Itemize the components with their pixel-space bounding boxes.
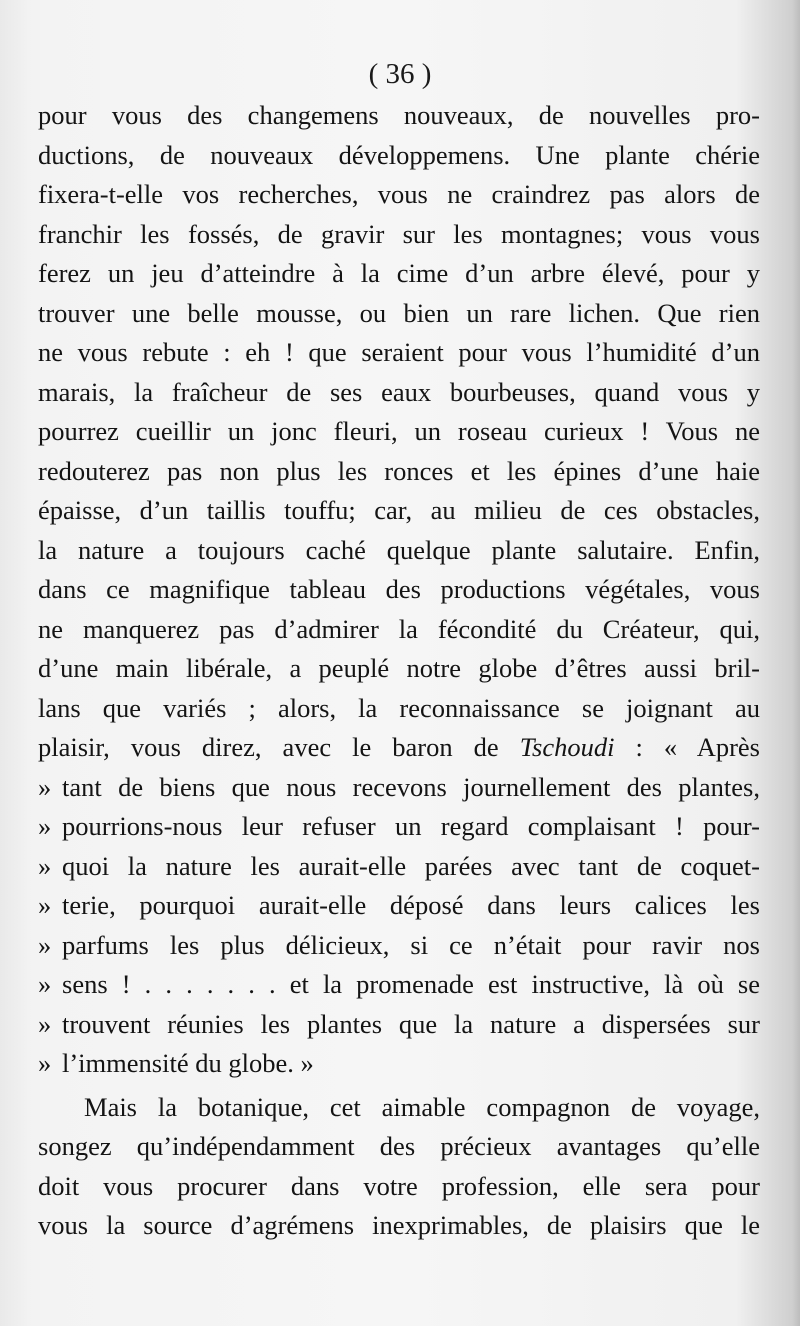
- tschoudi-line-before: plaisir, vous direz, avec le baron de: [38, 732, 520, 762]
- text-line: marais, la fraîcheur de ses eaux bourbeuses, quand vous y: [38, 376, 760, 407]
- text-line: ne manquerez pas d’admirer la fécondité du Créateur, qui,: [38, 613, 760, 644]
- quote-mark: »: [38, 929, 52, 960]
- quote-text: l’immensité du globe. »: [62, 1048, 314, 1078]
- text-line: franchir les fossés, de gravir sur les montagnes; vous vous: [38, 218, 760, 249]
- quote-line: [38, 1005, 760, 1045]
- quote-text: sens ! . . . . . . . et la promenade est instructive, là où se: [62, 969, 760, 999]
- quote-text: parfums les plus délicieux, si ce n’était pour ravir nos: [62, 929, 760, 960]
- tschoudi-line: [38, 728, 760, 768]
- quote-line: [38, 965, 760, 1005]
- quote-line: [38, 886, 760, 926]
- quote-text: pourrions-nous leur refuser un regard complaisant ! pour-: [62, 811, 760, 841]
- quote-line: [38, 807, 760, 847]
- paragraph-line: doit vous procurer dans votre profession, elle sera pour: [38, 1170, 760, 1201]
- text-line: redouterez pas non plus les ronces et les épines d’une haie: [38, 455, 760, 486]
- quote-text: tant de biens que nous recevons journellement des plantes,: [62, 771, 760, 802]
- text-line: trouver une belle mousse, ou bien un rare lichen. Que rien: [38, 297, 760, 328]
- quote-mark: »: [38, 890, 52, 920]
- quote-mark: »: [38, 771, 52, 802]
- quote-line: [38, 768, 760, 808]
- text-line: dans ce magnifique tableau des productions végétales, vous: [38, 574, 760, 604]
- paragraph-line: songez qu’indépendamment des précieux avantages qu’elle: [38, 1131, 760, 1161]
- page-text: [38, 96, 760, 1246]
- text-line: d’une main libérale, a peuplé notre globe d’êtres aussi bril-: [38, 653, 760, 683]
- text-line: ductions, de nouveaux développemens. Une plante chérie: [38, 139, 760, 170]
- quote-mark: »: [38, 850, 52, 881]
- quote-mark: »: [38, 811, 52, 841]
- quote-line: [38, 847, 760, 887]
- text-line: épaisse, d’un taillis touffu; car, au milieu de ces obstacles,: [38, 495, 760, 525]
- tschoudi-name: Tschoudi: [519, 732, 615, 762]
- text-line: la nature a toujours caché quelque plante salutaire. Enfin,: [38, 534, 760, 565]
- quote-text: terie, pourquoi aurait-elle déposé dans leurs calices les: [62, 890, 760, 920]
- paragraph-line: Mais la botanique, cet aimable compagnon de voyage,: [84, 1091, 760, 1122]
- text-line: pour vous des changemens nouveaux, de nouvelles pro-: [38, 100, 760, 130]
- text-line: fixera-t-elle vos recherches, vous ne craindrez pas alors de: [38, 179, 760, 209]
- quote-text: trouvent réunies les plantes que la nature a dispersées sur: [62, 1008, 760, 1039]
- page-number: ( 36 ): [368, 58, 432, 90]
- tschoudi-line-after: : « Après: [614, 732, 760, 762]
- text-line: ferez un jeu d’atteindre à la cime d’un arbre élevé, pour y: [38, 258, 760, 288]
- quote-mark: »: [38, 969, 52, 999]
- quote-mark: »: [38, 1008, 52, 1039]
- text-line: lans que variés ; alors, la reconnaissance se joignant au: [38, 692, 760, 723]
- quote-line: [38, 1044, 760, 1084]
- text-line: ne vous rebute : eh ! que seraient pour vous l’humidité d’un: [38, 337, 760, 367]
- paragraph-line: vous la source d’agrémens inexprimables, de plaisirs que le: [38, 1210, 760, 1240]
- quote-text: quoi la nature les aurait-elle parées avec tant de coquet-: [62, 850, 760, 881]
- quote-line: [38, 926, 760, 966]
- text-line: pourrez cueillir un jonc fleuri, un roseau curieux ! Vous ne: [38, 416, 760, 446]
- quote-mark: »: [38, 1048, 52, 1078]
